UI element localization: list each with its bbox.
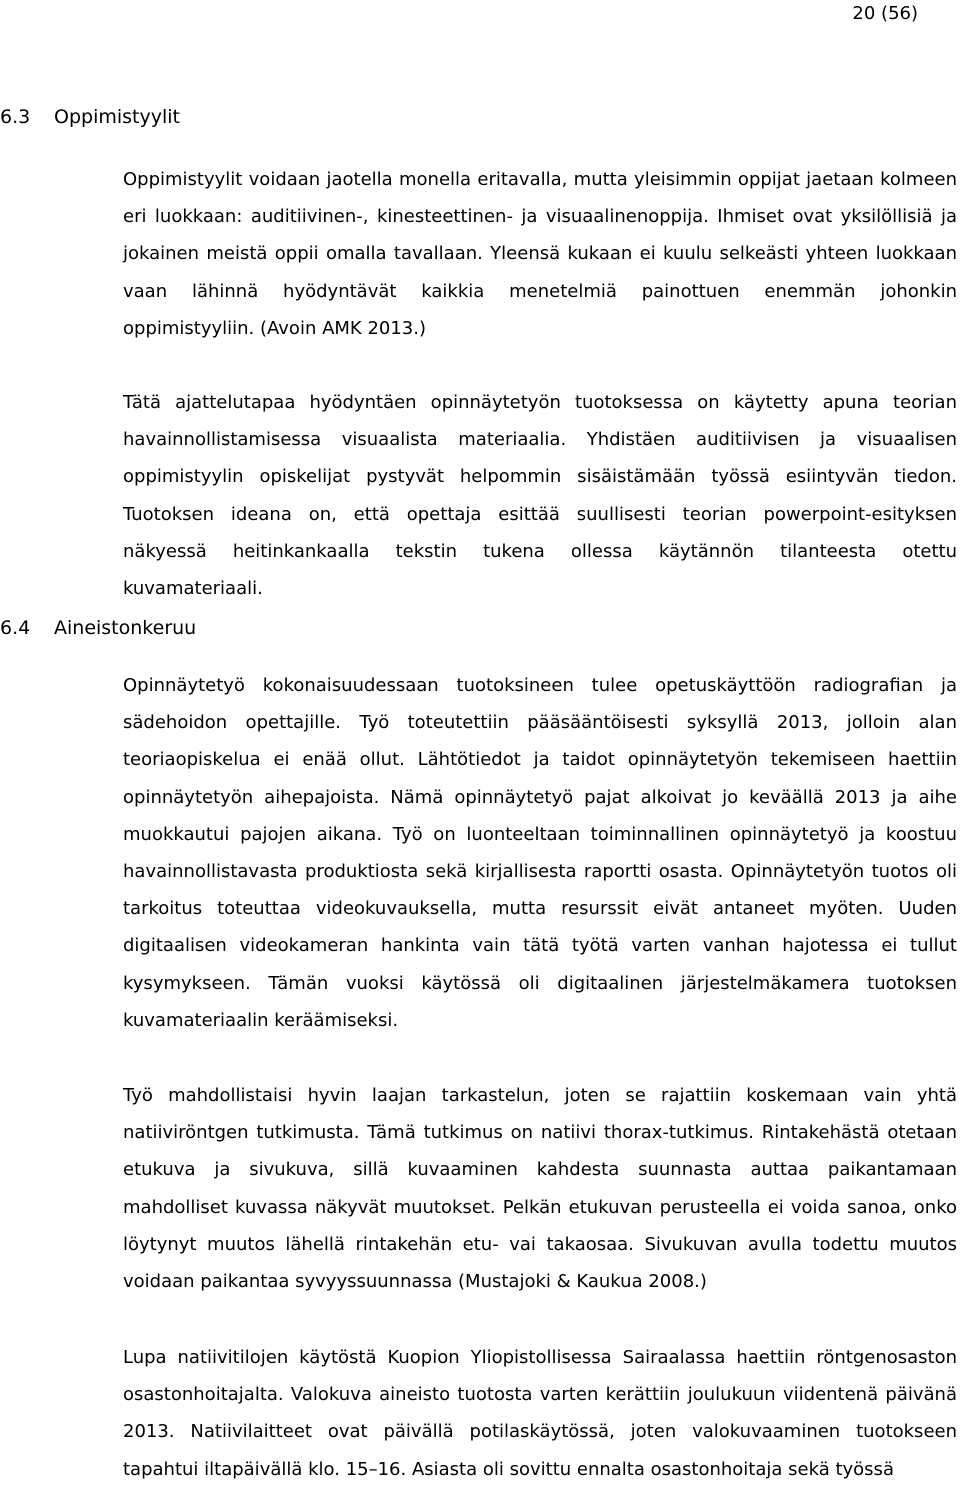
paragraph-thorax-study: Työ mahdollistaisi hyvin laajan tarkastelun, joten se rajattiin koskemaan vain yhtä natiiviröntgen tutkimusta. Tämä tutkimus on natiivi thorax-tutkimus. Rintakehästä otetaan etukuva ja sivukuva, sillä kuvaaminen kahdesta suunnasta auttaa paikantamaan mahdolliset kuvassa näkyvät muutokset. Pelkän etukuvan perusteella ei voida sanoa, onko löytynyt muutos lähellä rintakehän etu- vai takaosaa. Sivukuvan avulla todettu muutos voidaan paikantaa syvyyssuunnassa (Mustajoki & Kaukua 2008.)	[123, 1085, 957, 1293]
section-number: 6.4	[0, 617, 31, 639]
page-number: 20 (56)	[852, 3, 918, 24]
section-number: 6.3	[0, 106, 31, 128]
paragraph-permission: Lupa natiivitilojen käytöstä Kuopion Yliopistollisessa Sairaalassa haettiin röntgenosaston osastonhoitajalta. Valokuva aineisto tuotosta varten kerättiin joulukuun viidentenä päivänä 2013. Natiivilaitteet ovat päivällä potilaskäytössä, joten valokuvaaminen tuotokseen tapahtui iltapäivällä klo. 15–16. Asiasta oli sovittu ennalta osastonhoitaja sekä työssä	[123, 1347, 957, 1480]
paragraph-visual-material: Tätä ajattelutapaa hyödyntäen opinnäytetyön tuotoksessa on käytetty apuna teorian havainnollistamisessa visuaalista materiaalia. Yhdistäen auditiivisen ja visuaalisen oppimistyylin opiskelijat pystyvät helpommin sisäistämään työssä esiintyvän tiedon. Tuotoksen ideana on, että opettaja esittää suullisesti teorian powerpoint-esityksen näkyessä heitinkankaalla tekstin tukena ollessa käytännön tilanteesta otettu kuvamateriaali.	[123, 392, 957, 600]
paragraph-learning-styles: Oppimistyylit voidaan jaotella monella eritavalla, mutta yleisimmin oppijat jaetaan kolmeen eri luokkaan: auditiivinen-, kinesteettinen- ja visuaalinenoppija. Ihmiset ovat yksilöllisiä ja jokainen meistä oppii omalla tavallaan. Yleensä kukaan ei kuulu selkeästi yhteen luokkaan vaan lähinnä hyödyntävät kaikkia menetelmiä painottuen enemmän johonkin oppimistyyliin. (Avoin AMK 2013.)	[123, 169, 957, 339]
section-title: Aineistonkeruu	[54, 617, 197, 639]
section-heading-6-3	[0, 104, 180, 130]
section-title: Oppimistyylit	[54, 106, 180, 128]
section-heading-6-4	[0, 615, 196, 641]
paragraph-thesis-overview: Opinnäytetyö kokonaisuudessaan tuotoksineen tulee opetuskäyttöön radiografian ja sädehoidon opettajille. Työ toteutettiin pääsääntöisesti syksyllä 2013, jolloin alan teoriaopiskelua ei enää ollut. Lähtötiedot ja taidot opinnäytetyön tekemiseen haettiin opinnäytetyön aihepajoista. Nämä opinnäytetyö pajat alkoivat jo keväällä 2013 ja aihe muokkautui pajojen aikana. Työ on luonteeltaan toiminnallinen opinnäytetyö ja koostuu havainnollistavasta produktiosta sekä kirjallisesta raportti osasta. Opinnäytetyön tuotos oli tarkoitus toteuttaa videokuvauksella, mutta resurssit eivät antaneet myöten. Uuden digitaalisen videokameran hankinta vain tätä työtä varten vanhan hajotessa ei tullut kysymykseen. Tämän vuoksi käytössä oli digitaalinen järjestelmäkamera tuotoksen kuvamateriaalin keräämiseksi.	[123, 675, 957, 1031]
